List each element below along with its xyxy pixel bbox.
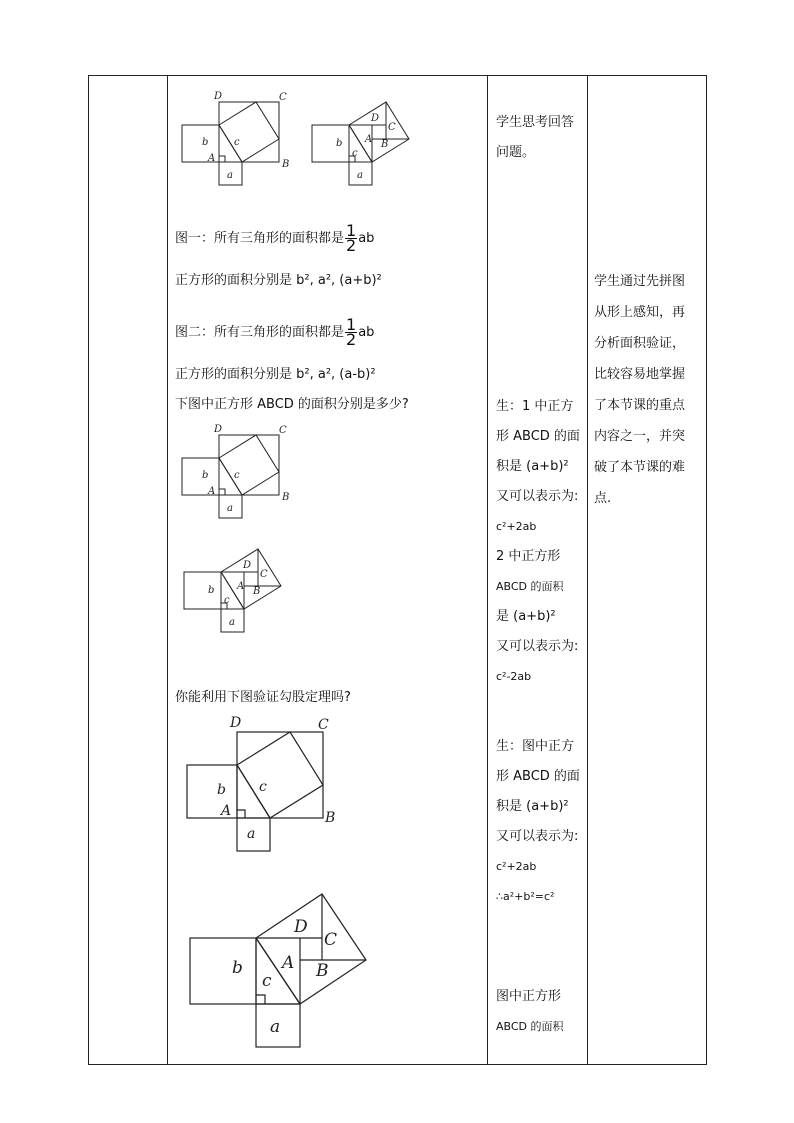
svg-text:B: B (282, 492, 290, 503)
svg-text:c: c (259, 779, 267, 795)
design-intent-note: 学生通过先拼图 从形上感知，再 分析面积验证， 比较容易地掌握 了本节课的重点 内容之一，并突 破了本节课的难 点. (594, 274, 686, 506)
svg-text:b: b (232, 958, 243, 978)
svg-text:c: c (262, 971, 272, 991)
student-response-3: 生：图中正方 形 ABCD 的面 积是 (a+b)² 又可以表示为: c²+2ab ∴a²+b²=c² (496, 739, 580, 903)
figure-square-abcd-3 (180, 423, 300, 518)
svg-text:b: b (208, 585, 215, 596)
svg-text:a: a (270, 1017, 281, 1037)
figure-square-abcd-2 (310, 90, 420, 185)
svg-text:D: D (214, 91, 223, 102)
svg-text:B: B (282, 159, 290, 170)
fraction-one-half: $\frac{1}{2}$ (346, 315, 357, 349)
svg-text:D: D (243, 560, 252, 571)
svg-text:A: A (208, 486, 216, 497)
svg-text:a: a (229, 617, 235, 628)
svg-text:D: D (214, 424, 223, 435)
svg-text:C: C (324, 930, 338, 950)
squares-area-text-1: 正方形的面积分别是 b², a², (a+b)² (175, 273, 382, 288)
column-divider-1 (167, 76, 168, 1064)
column-divider-2 (487, 76, 488, 1064)
svg-text:B: B (381, 139, 389, 150)
student-response-1: 学生思考回答 问题。 (496, 115, 575, 160)
figure-pythagorean-large-1 (185, 712, 345, 852)
column-divider-3 (587, 76, 588, 1064)
question-abcd-area: 下图中正方形 ABCD 的面积分别是多少? (175, 397, 409, 412)
svg-text:b: b (202, 470, 209, 481)
svg-text:b: b (202, 137, 209, 148)
svg-text:C: C (318, 717, 329, 733)
svg-text:C: C (279, 425, 287, 436)
figure-pythagorean-large-2 (188, 890, 373, 1050)
figure-square-abcd-4 (182, 537, 292, 632)
svg-text:C: C (279, 92, 287, 103)
svg-text:D: D (294, 917, 308, 937)
svg-text:a: a (227, 503, 233, 514)
svg-text:D: D (230, 715, 242, 731)
svg-text:C: C (388, 122, 396, 133)
svg-text:A: A (221, 803, 232, 819)
svg-text:c: c (234, 137, 240, 148)
svg-text:b: b (336, 138, 343, 149)
svg-text:A: A (237, 581, 245, 592)
fraction-one-half: $\frac{1}{2}$ (346, 221, 357, 255)
svg-text:c: c (224, 595, 230, 606)
svg-text:A: A (208, 153, 216, 164)
svg-text:B: B (325, 810, 336, 826)
svg-text:C: C (260, 569, 268, 580)
question-pythagorean: 你能利用下图验证勾股定理吗? (175, 690, 351, 705)
svg-text:a: a (227, 170, 233, 181)
svg-text:c: c (352, 148, 358, 159)
svg-text:b: b (217, 782, 226, 798)
svg-text:D: D (371, 113, 380, 124)
figure1-area-text: 图一：所有三角形的面积都是 $\frac{1}{2}$ ab (175, 221, 375, 255)
svg-text:c: c (234, 470, 240, 481)
svg-text:B: B (253, 586, 261, 597)
svg-text:a: a (247, 826, 256, 842)
figure2-area-text: 图二：所有三角形的面积都是 $\frac{1}{2}$ ab (175, 315, 375, 349)
svg-text:A: A (365, 134, 373, 145)
figure-square-abcd-1 (180, 90, 300, 185)
student-response-2: 生：1 中正方 形 ABCD 的面 积是 (a+b)² 又可以表示为: c²+2ab 2 中正方形 ABCD 的面积 是 (a+b)² 又可以表示为: c²-2ab (496, 399, 580, 683)
squares-area-text-2: 正方形的面积分别是 b², a², (a-b)² (175, 367, 376, 382)
student-response-4: 图中正方形 ABCD 的面积 (496, 989, 564, 1033)
svg-text:A: A (282, 953, 295, 973)
svg-text:a: a (357, 170, 363, 181)
svg-text:B: B (316, 961, 329, 981)
